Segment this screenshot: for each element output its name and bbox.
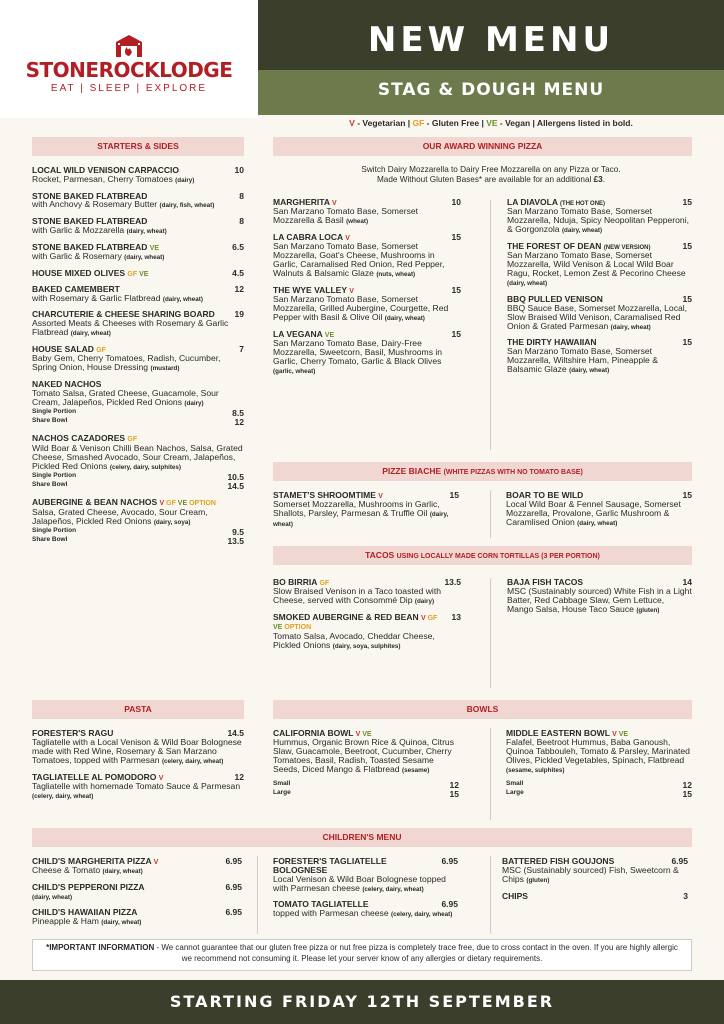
item-name: NAKED NACHOS bbox=[32, 378, 102, 389]
item-description: BBQ Sauce Base, Somerset Mozzarella, Local, Slow Braised Wild Venison, Caramalised Red Onion & Grated Parmesan (dairy, wheat) bbox=[507, 302, 688, 331]
biache-list bbox=[273, 491, 692, 536]
item-name: MARGHERITA V bbox=[273, 197, 337, 207]
logo bbox=[0, 0, 258, 118]
allergen-list: (dairy, soya, sulphites) bbox=[332, 642, 401, 650]
allergen-list: (dairy, wheat) bbox=[162, 295, 203, 303]
item-description: with Rosemary & Garlic Flatbread (dairy, wheat) bbox=[32, 292, 203, 303]
menu-item bbox=[32, 498, 244, 546]
item-price: 13.5 bbox=[444, 577, 461, 587]
dietary-tag: V bbox=[345, 234, 350, 242]
kids-list-a bbox=[32, 857, 242, 934]
item-description: San Marzano Tomato Base, Dairy-Free Mozzarella, Sweetcorn, Basil, Mushrooms in Garlic, Cherry Tomato, Garlic & Black Olives (garlic, wheat) bbox=[273, 338, 443, 376]
pizza-list-left bbox=[273, 198, 461, 383]
allergen-list: (dairy, wheat) bbox=[126, 227, 167, 235]
dietary-tag: V bbox=[349, 287, 354, 295]
item-price: 8 bbox=[239, 216, 244, 227]
item-name: LOCAL WILD VENISON CARPACCIO bbox=[32, 165, 180, 175]
item-name: CHILD'S MARGHERITA PIZZA V bbox=[32, 856, 159, 866]
dietary-tag: GF bbox=[319, 580, 330, 587]
dietary-tag: VE bbox=[149, 244, 160, 252]
item-description: topped with Parmesan cheese (celery, dairy, wheat) bbox=[273, 908, 453, 919]
item-price: 15 bbox=[449, 490, 459, 500]
item-description: Falafel, Beetroot Hummus, Baba Ganoush, Quinoa Tabbouleh, Tomato & Parsley, Marinated Olives, Pickled Vegetables, Spinach, Flatbread (sesame, sulphites) bbox=[506, 737, 690, 775]
item-price: 10 bbox=[234, 165, 244, 175]
item-price: 6.95 bbox=[671, 856, 688, 866]
divider bbox=[490, 200, 491, 450]
menu-item bbox=[273, 729, 459, 799]
logo-wordmark: STONEROCKLODGE bbox=[25, 58, 233, 82]
tacos-list-right bbox=[507, 578, 692, 622]
item-description: Local Venison & Wild Boar Bolognese topped with Parmesan cheese (celery, dairy, wheat) bbox=[273, 873, 446, 893]
size-label: Share Bowl bbox=[32, 481, 68, 489]
allergen-list: (sesame, sulphites) bbox=[506, 767, 565, 775]
menu-item bbox=[273, 857, 458, 893]
size-row bbox=[32, 418, 244, 427]
menu-item bbox=[273, 900, 458, 919]
size-options bbox=[506, 781, 692, 799]
item-price: 14.5 bbox=[227, 728, 244, 738]
size-label: Share Bowl bbox=[32, 536, 68, 544]
footer-banner: STARTING FRIDAY 12TH SEPTEMBER bbox=[0, 980, 724, 1024]
item-description: Local Wild Boar & Fennel Sausage, Somerset Mozzarella, Provalone, Garlic Mushroom & Caramlised Onion (dairy, wheat) bbox=[506, 498, 681, 527]
item-description: with Garlic & Rosemary (dairy, wheat) bbox=[32, 250, 165, 261]
size-options bbox=[32, 473, 244, 491]
item-name: FORESTER'S TAGLIATELLE BOLOGNESE bbox=[273, 856, 387, 875]
allergen-list: (dairy, soya) bbox=[153, 518, 191, 526]
important-information: *IMPORTANT INFORMATION - We cannot guarantee that our gluten free pizza or nut free pizza is completely trace free, due to cross contact in the oven. If you are highly allergic we recommend not consuming it. Please let your server know of any allergies or dietary requirements. bbox=[32, 939, 692, 971]
size-options bbox=[32, 409, 244, 427]
dietary-tag: VE bbox=[324, 331, 335, 339]
item-name: THE FOREST OF DEAN (NEW VERSION) bbox=[507, 240, 651, 251]
item-name: CHILD'S HAWAIIAN PIZZA bbox=[32, 907, 138, 918]
size-options bbox=[273, 781, 459, 799]
allergen-list: (celery, dairy, wheat) bbox=[161, 757, 224, 765]
menu-item bbox=[32, 166, 244, 185]
menu-item bbox=[32, 243, 244, 262]
dietary-tag: V bbox=[355, 731, 361, 738]
item-name: AUBERGINE & BEAN NACHOS V GF VE OPTION bbox=[32, 497, 216, 508]
item-note: (THE HOT ONE) bbox=[560, 201, 606, 207]
allergen-list: (garlic, wheat) bbox=[273, 368, 316, 376]
item-name: STONE BAKED FLATBREAD bbox=[32, 216, 148, 227]
dietary-tag: GF bbox=[164, 500, 176, 508]
fire-lodge-icon bbox=[112, 34, 146, 58]
dietary-tag: V bbox=[159, 500, 165, 508]
menu-item bbox=[32, 285, 244, 304]
item-name: STONE BAKED FLATBREAD VE bbox=[32, 241, 160, 252]
page-subtitle: STAG & DOUGH MENU bbox=[377, 80, 605, 100]
item-description: Hummus, Organic Brown Rice & Quinoa, Citrus Slaw, Guacamole, Beetroot, Cucumber, Cherry Tomatoes, Basil, Radish, Toasted Sesame Seeds, Diced Mango & Flatbread (sesame) bbox=[273, 737, 455, 775]
divider bbox=[257, 856, 258, 934]
item-name: THE DIRTY HAWAIIAN bbox=[507, 337, 597, 348]
menu-item bbox=[32, 908, 242, 927]
menu-item bbox=[273, 286, 461, 323]
allergen-list: (dairy, wheat) bbox=[384, 315, 425, 323]
item-price: 15 bbox=[682, 337, 692, 348]
item-price: 4.5 bbox=[232, 267, 244, 278]
section-biache: PIZZE BIACHE (WHITE PIZZAS WITH NO TOMATO BASE) bbox=[273, 462, 692, 481]
item-description: San Marzano Tomato Base, Somerset Mozzarella, Goat's Cheese, Mushrooms in Garlic, Caramalised Red Onion, Red Pepper, Walnuts & Balsamic Glaze (nuts, wheat) bbox=[273, 241, 445, 279]
item-name: LA VEGANA VE bbox=[273, 328, 335, 339]
item-description: Slow Braised Venison in a Taco toasted with Cheese, served with Consommé Dip (dairy) bbox=[273, 586, 441, 606]
item-description: Rocket, Parmesan, Cherry Tomatoes (dairy) bbox=[32, 173, 195, 184]
menu-item bbox=[273, 491, 459, 529]
item-name: LA CABRA LOCA V bbox=[273, 231, 350, 242]
size-row bbox=[273, 790, 459, 799]
dietary-tag: VE bbox=[273, 624, 283, 632]
allergen-list: (celery, dairy, sulphites) bbox=[109, 463, 182, 471]
size-price: 12 bbox=[234, 417, 244, 428]
item-price: 6.95 bbox=[225, 856, 242, 866]
allergen-list: (mustard) bbox=[150, 365, 180, 373]
allergen-list: (dairy) bbox=[184, 399, 204, 407]
size-row bbox=[273, 781, 459, 790]
dietary-tag: OPTION bbox=[187, 500, 216, 508]
allergen-list: (dairy, wheat) bbox=[569, 367, 610, 375]
item-description: Tagliatelle with homemade Tomato Sauce & Parmesan (celery, dairy, wheat) bbox=[32, 780, 241, 800]
size-label: Share Bowl bbox=[32, 417, 68, 425]
item-price: 6.5 bbox=[232, 241, 244, 252]
item-price: 15 bbox=[682, 293, 692, 304]
size-label: Single Portion bbox=[32, 527, 77, 535]
item-description bbox=[32, 892, 242, 902]
size-price: 8.5 bbox=[232, 408, 244, 419]
item-price: 14 bbox=[682, 577, 692, 587]
item-price: 6.95 bbox=[441, 899, 458, 910]
size-row bbox=[506, 781, 692, 790]
size-price: 9.5 bbox=[232, 527, 244, 538]
menu-item bbox=[507, 242, 692, 288]
size-price: 15 bbox=[449, 788, 459, 799]
kids-list-c bbox=[502, 857, 688, 907]
item-description: Salsa, Grated Cheese, Avocado, Sour Cream, Jalapeños, Pickled Red Onions (dairy, soya) bbox=[32, 506, 208, 526]
menu-item bbox=[32, 217, 244, 236]
item-description: San Marzano Tomato Base, Somerset Mozzarella, Wild Venison & Local Wild Boar Ragu, Rocket, Lemon Zest & Pecorino Cheese (dairy, wheat) bbox=[507, 250, 686, 288]
item-name: NACHOS CAZADORES GF bbox=[32, 433, 138, 444]
menu-item bbox=[32, 434, 244, 491]
menu-item bbox=[32, 729, 244, 766]
item-name: BBQ PULLED VENISON bbox=[507, 293, 603, 304]
allergen-list: (celery, dairy, wheat) bbox=[391, 911, 453, 919]
menu-item bbox=[32, 883, 242, 902]
menu-item bbox=[506, 491, 692, 529]
menu-item bbox=[32, 773, 244, 801]
item-price: 15 bbox=[451, 231, 461, 242]
dietary-tag: V bbox=[420, 614, 426, 622]
menu-item bbox=[273, 578, 461, 606]
item-description: Tomato Salsa, Grated Cheese, Guacamole, Sour Cream, Jalapeños, Pickled Red Onions (dairy) bbox=[32, 387, 219, 407]
item-description: MSC (Sustainably sourced) White Fish in a Light Batter, Red Cabbage Slaw, Gem Lettuce, Mango Salsa, House Taco Sauce (gluten) bbox=[507, 585, 692, 614]
tacos-list-left bbox=[273, 578, 461, 657]
divider bbox=[490, 578, 491, 688]
item-description: San Marzano Tomato Base, Somerset Mozzarella, Grilled Aubergine, Courgette, Red Pepper with Basil & Olive Oil (dairy, wheat) bbox=[273, 294, 449, 323]
item-description: San Marzano Tomato Base, Somerset Mozzarella, Nduja, Spicy Neopolitan Pepperoni, & Gorgonzola (dairy, wheat) bbox=[507, 206, 690, 235]
dietary-tag: GF bbox=[96, 346, 106, 354]
item-description: Baby Gem, Cherry Tomatoes, Radish, Cucumber, Spring Onion, House Dressing (mustard) bbox=[32, 353, 221, 373]
item-name: HOUSE SALAD GF bbox=[32, 343, 106, 354]
allergen-list: (celery, dairy, wheat) bbox=[362, 885, 424, 893]
item-description: San Marzano Tomato Base, Somerset Mozzarella & Basil (wheat) bbox=[273, 206, 419, 226]
allergen-list: (dairy, wheat) bbox=[70, 330, 111, 338]
allergen-list: (dairy) bbox=[414, 598, 435, 606]
item-description: Pineapple & Ham (dairy, wheat) bbox=[32, 916, 142, 927]
item-price: 15 bbox=[451, 284, 461, 295]
item-description: Somerset Mozzarella, Mushrooms in Garlic, Shallots, Parsley, Parmesan & Truffle Oil (dairy, wheat) bbox=[273, 499, 449, 528]
item-name: SMOKED AUBERGINE & RED BEAN V GF VE OPTION bbox=[273, 611, 438, 632]
size-price: 12 bbox=[449, 780, 459, 790]
section-children: CHILDREN'S MENU bbox=[32, 828, 692, 847]
pasta-list bbox=[32, 729, 244, 808]
dietary-tag: GF bbox=[127, 436, 138, 444]
allergen-list: (dairy, fish, wheat) bbox=[159, 202, 215, 210]
allergen-list: (dairy, wheat) bbox=[561, 227, 603, 235]
pizza-note: Switch Dairy Mozzarella to Dairy Free Mozzarella on any Pizza or Taco. Made Without Gluten Bases* are available for an additional £3. bbox=[361, 165, 621, 184]
dietary-tag: VE bbox=[137, 270, 149, 278]
item-price: 8 bbox=[239, 190, 244, 201]
item-price: 3 bbox=[683, 890, 688, 901]
menu-item bbox=[32, 857, 242, 876]
item-name: CHARCUTERIE & CHEESE SHARING BOARD bbox=[32, 309, 215, 320]
allergen-list: (dairy, wheat) bbox=[32, 893, 73, 901]
item-name: HOUSE MIXED OLIVES GF VE bbox=[32, 267, 149, 278]
menu-item bbox=[32, 269, 244, 278]
allergen-list: (dairy) bbox=[175, 176, 195, 184]
allergen-list: (celery, dairy, wheat) bbox=[32, 792, 94, 800]
allergen-list: (sesame) bbox=[401, 767, 430, 775]
dietary-tag: GF bbox=[425, 614, 438, 622]
item-name: STONE BAKED FLATBREAD bbox=[32, 190, 148, 201]
item-description: with Garlic & Mozzarella (dairy, wheat) bbox=[32, 224, 167, 235]
section-tacos: TACOS USING LOCALLY MADE CORN TORTILLAS (3 PER PORTION) bbox=[273, 546, 692, 565]
size-price: 12 bbox=[682, 780, 692, 790]
item-price: 6.95 bbox=[225, 907, 242, 918]
item-name: BAJA FISH TACOS bbox=[507, 577, 584, 587]
size-label: Large bbox=[506, 788, 524, 796]
item-description: Tomato Salsa, Avocado, Cheddar Cheese, Pickled Onions (dairy, soya, sulphites) bbox=[273, 630, 435, 650]
page-title: NEW MENU bbox=[367, 20, 615, 60]
size-price: 10.5 bbox=[227, 472, 244, 483]
size-label: Single Portion bbox=[32, 472, 77, 480]
menu-item bbox=[273, 233, 461, 279]
item-name: BAKED CAMEMBERT bbox=[32, 283, 120, 294]
item-price: 6.95 bbox=[441, 856, 458, 866]
allergen-list: (dairy, wheat) bbox=[577, 519, 618, 527]
item-price: 15 bbox=[451, 328, 461, 339]
item-name: TOMATO TAGLIATELLE bbox=[273, 899, 369, 910]
menu-item bbox=[506, 729, 692, 799]
item-price: 13 bbox=[451, 611, 461, 622]
item-name: THE WYE VALLEY V bbox=[273, 284, 354, 295]
allergen-list: (dairy, wheat) bbox=[273, 511, 449, 528]
dietary-legend: V - Vegetarian | GF - Gluten Free | VE - Vegan | Allergens listed in bold. bbox=[349, 118, 633, 128]
item-price: 19 bbox=[234, 309, 244, 320]
item-name: BOAR TO BE WILD bbox=[506, 490, 584, 500]
item-description: Cheese & Tomato (dairy, wheat) bbox=[32, 865, 143, 876]
section-starters: STARTERS & SIDES bbox=[32, 137, 244, 156]
item-description: Assorted Meats & Cheeses with Rosemary & Garlic Flatbread (dairy, wheat) bbox=[32, 318, 229, 338]
menu-item bbox=[507, 578, 692, 615]
item-price: 6.95 bbox=[225, 881, 242, 892]
allergen-list: (nuts, wheat) bbox=[376, 271, 416, 279]
section-pasta: PASTA bbox=[32, 700, 244, 719]
allergen-list: (wheat) bbox=[346, 218, 369, 226]
starters-list bbox=[32, 166, 244, 553]
size-price: 14.5 bbox=[227, 481, 244, 492]
size-options bbox=[32, 528, 244, 546]
divider bbox=[490, 856, 491, 934]
menu-item bbox=[507, 198, 692, 235]
item-description: MSC (Sustainably sourced) Fish, Sweetcorn & Chips (gluten) bbox=[502, 864, 679, 884]
menu-item bbox=[502, 857, 688, 885]
item-description: with Anchovy & Rosemary Butter (dairy, fish, wheat) bbox=[32, 199, 215, 210]
item-name: MIDDLE EASTERN BOWL V VE bbox=[506, 728, 629, 738]
kids-list-b bbox=[273, 857, 458, 926]
item-description: San Marzano Tomato Base, Somerset Mozzarella, Wiltshire Ham, Pineapple & Balsamic Glaze (dairy, wheat) bbox=[507, 346, 658, 375]
section-pizza: OUR AWARD WINNING PIZZA bbox=[273, 137, 692, 156]
menu-item bbox=[502, 892, 688, 901]
item-name: CHIPS bbox=[502, 890, 528, 901]
dietary-tag: VE bbox=[175, 500, 188, 508]
size-row bbox=[32, 482, 244, 491]
item-price: 15 bbox=[682, 240, 692, 251]
menu-item bbox=[32, 380, 244, 427]
dietary-tag: VE bbox=[616, 731, 629, 738]
item-name: STAMET'S SHROOMTIME V bbox=[273, 490, 383, 500]
menu-item bbox=[273, 330, 461, 376]
section-bowls: BOWLS bbox=[273, 700, 692, 719]
allergen-list: (dairy, wheat) bbox=[507, 280, 548, 288]
allergen-list: (dairy, wheat) bbox=[102, 868, 143, 876]
logo-tagline: EAT | SLEEP | EXPLORE bbox=[50, 83, 208, 94]
item-name: CHILD'S PEPPERONI PIZZA bbox=[32, 881, 145, 892]
allergen-list: (gluten) bbox=[636, 606, 660, 614]
item-price: 15 bbox=[682, 490, 692, 500]
size-label: Small bbox=[273, 780, 291, 787]
item-price: 7 bbox=[239, 343, 244, 354]
size-row bbox=[506, 790, 692, 799]
item-price: 12 bbox=[234, 771, 244, 782]
dietary-tag: V bbox=[332, 200, 337, 207]
menu-item bbox=[32, 345, 244, 373]
menu-item bbox=[32, 192, 244, 211]
allergen-list: (dairy, wheat) bbox=[124, 253, 165, 261]
size-label: Small bbox=[506, 780, 524, 787]
menu-item bbox=[273, 198, 461, 226]
size-label: Large bbox=[273, 788, 291, 796]
item-description: Wild Boar & Venison Chilli Bean Nachos, Salsa, Grated Cheese, Smashed Avocado, Sour Cream, Jalapeños, Pickled Red Onions (celery, dairy, sulphites) bbox=[32, 442, 243, 471]
size-price: 13.5 bbox=[227, 536, 244, 547]
menu-item bbox=[32, 310, 244, 338]
size-price: 15 bbox=[682, 788, 692, 799]
item-name: CALIFORNIA BOWL V VE bbox=[273, 728, 372, 738]
item-price: 10 bbox=[451, 197, 461, 207]
item-name: FORESTER'S RAGU bbox=[32, 728, 114, 738]
dietary-tag: VE bbox=[360, 731, 372, 738]
bowls-list bbox=[273, 729, 692, 806]
item-name: LA DIAVOLA (THE HOT ONE) bbox=[507, 197, 606, 207]
item-price: 15 bbox=[682, 197, 692, 207]
allergen-list: (gluten) bbox=[526, 876, 550, 884]
dietary-tag: V bbox=[153, 859, 159, 866]
size-label: Single Portion bbox=[32, 408, 77, 416]
allergen-list: (dairy, wheat) bbox=[610, 323, 651, 331]
item-name: BATTERED FISH GOUJONS bbox=[502, 856, 615, 866]
item-price: 12 bbox=[234, 283, 244, 294]
dietary-tag: V bbox=[158, 774, 164, 782]
menu-item bbox=[273, 613, 461, 650]
dietary-tag: V bbox=[378, 493, 383, 500]
size-row bbox=[32, 537, 244, 546]
item-description: Tagliatelle with a Local Venison & Wild Boar Bolognese made with Red Wine, Rosemary & San Marzano Tomatoes, topped with Parmesan (celery, dairy, wheat) bbox=[32, 736, 242, 765]
item-name: TAGLIATELLE AL POMODORO V bbox=[32, 771, 164, 782]
item-note: (NEW VERSION) bbox=[603, 244, 651, 251]
item-name: BO BIRRIA GF bbox=[273, 577, 330, 587]
menu-item bbox=[507, 295, 692, 332]
pizza-list-right bbox=[507, 198, 692, 382]
dietary-tag: GF bbox=[127, 270, 138, 278]
dietary-tag: V bbox=[612, 731, 617, 738]
dietary-tag: OPTION bbox=[282, 624, 312, 632]
allergen-list: (dairy, wheat) bbox=[101, 919, 142, 927]
menu-item bbox=[507, 338, 692, 375]
